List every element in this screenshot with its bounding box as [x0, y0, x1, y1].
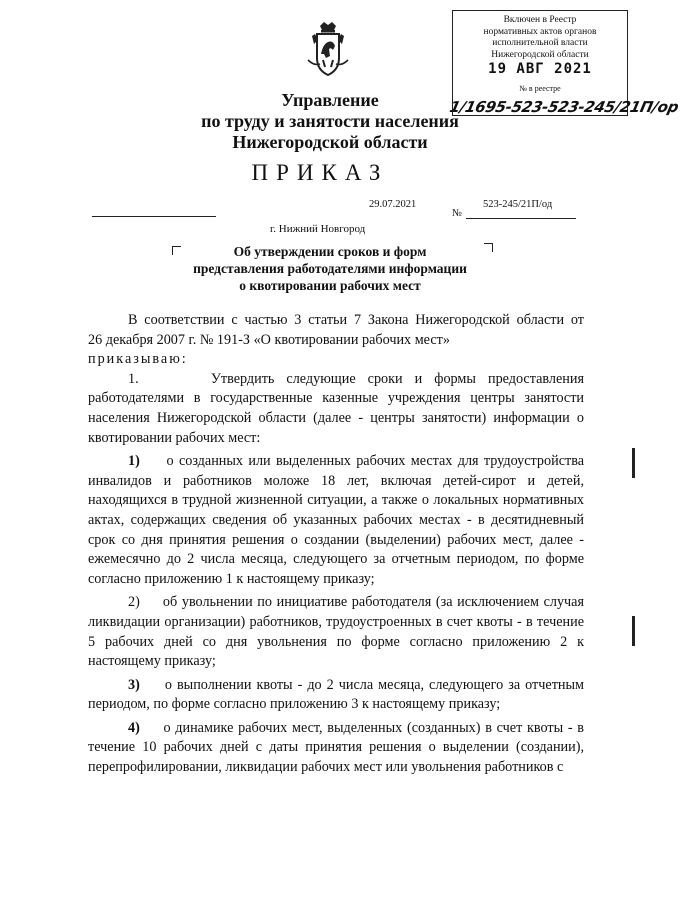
subject-line-2: представления работодателями информации	[193, 261, 467, 276]
item-2	[88, 593, 584, 671]
item-2-number: 2)	[128, 594, 140, 611]
stamp-date: 19 АВГ 2021	[488, 61, 592, 77]
item-3-text: о выполнении квоты - до 2 числа месяца, следующего за отчетным периодом, по форме согласно приложению 3 к настоящему приказу;	[88, 676, 584, 713]
paragraph-1-head	[88, 370, 584, 390]
org-name-line-1: Управление	[281, 90, 379, 110]
org-name-line-2: по труду и занятости населения	[201, 111, 459, 131]
item-1-number: 1)	[128, 453, 140, 470]
item-2-text: об увольнении по инициативе работодателя (за исключением случая ликвидации организации) работников, трудоустроенных в счет квоты - в течение 5 рабочих дней со дня увольнения по форме согласно приложению 2 к настоящему приказу;	[88, 594, 584, 670]
document-body	[88, 311, 584, 778]
scan-mark	[632, 616, 635, 646]
org-name-line-3: Нижегородской области	[232, 132, 428, 152]
document-number: 523-245/21П/од	[483, 199, 553, 210]
coat-of-arms-icon	[306, 20, 350, 78]
city-name: г. Нижний Новгород	[270, 223, 366, 235]
intro-line-2: 26 декабря 2007 г. № 191-З «О квотировании рабочих мест»	[88, 331, 450, 348]
item-4-number: 4)	[128, 719, 140, 736]
item-4	[88, 719, 584, 778]
scan-mark	[632, 448, 635, 478]
number-underline	[466, 218, 576, 219]
stamp-line-2: нормативных актов органов	[483, 26, 597, 37]
number-sign: №	[452, 208, 463, 219]
date-underline-left	[92, 216, 216, 217]
item-3	[88, 676, 584, 715]
paragraph-1-number: 1.	[128, 370, 139, 387]
item-1-text: о созданных или выделенных рабочих местах для трудоустройства инвалидов и работников моложе 18 лет, включая детей-сирот и детей, находящихся в трудной жизненной ситуации, а также о локальных нормативных актах, содержащих сведения об указанных рабочих местах - в десятидневный срок со дня принятия решения о создании (выделении) рабочих мест, далее - ежемесячно до 2 числа месяца, следующего за отчетным периодом, по форме согласно приложению 1 к настоящему приказу;	[88, 453, 584, 587]
paragraph-1-text: Утвердить следующие сроки и формы предоставления	[210, 370, 585, 387]
stamp-line-1: Включен в Реестр	[503, 15, 577, 25]
document-title: ПРИКАЗ	[251, 160, 389, 185]
intro-line-1: В соответствии с частью 3 статьи 7 Закона Нижегородской области от	[128, 312, 584, 328]
stamp-registration-number: 1/1695-523-523-245/21П/ор	[448, 98, 680, 116]
stamp-reg-label: № в реестре	[519, 84, 561, 93]
item-1	[88, 452, 584, 589]
paragraph-1-rest: работодателями в государственные казенные учреждения центры занятости населения Нижегородской области (далее - центры занятости) информации о квотировании рабочих мест:	[88, 390, 584, 446]
order-word: приказываю:	[88, 351, 188, 368]
document-date: 29.07.2021	[369, 199, 417, 210]
stamp-line-4: Нижегородской области	[491, 49, 589, 60]
subject-line-3: о квотировании рабочих мест	[239, 278, 421, 293]
stamp-line-3: исполнительной власти	[492, 38, 588, 48]
subject-line-1: Об утверждении сроков и форм	[233, 244, 427, 259]
item-4-text: о динамике рабочих мест, выделенных (созданных) в счет квоты - в течение 10 рабочих дней с даты принятия решения о выделении (создании), перепрофилировании, ликвидации рабочих мест или увольнения работников с	[88, 719, 584, 776]
document-subject	[160, 243, 500, 294]
item-3-number: 3)	[128, 676, 140, 693]
